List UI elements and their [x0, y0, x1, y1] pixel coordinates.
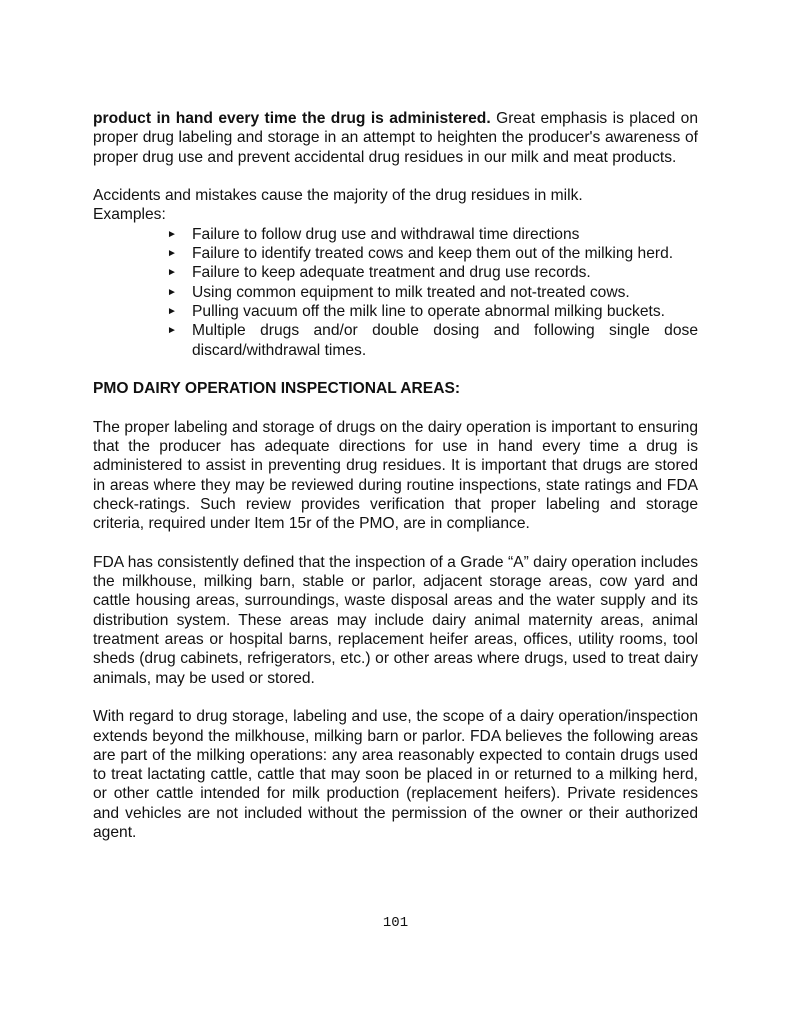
bullet-arrow-icon: ►	[167, 286, 177, 298]
body-paragraph-labeling: The proper labeling and storage of drugs on the dairy operation is important to ensuring that the producer has adequate directions for use in hand every time a drug is administered to assist in preventing drug residues. It is important that drugs are stored in areas where they may be reviewed during routine inspections, state ratings and FDA check-ratings. Such review provides verification that proper labeling and storage criteria, required under Item 15r of the PMO, are in compliance.	[93, 418, 698, 533]
intro-rest: Great emphasis is placed on proper drug labeling and storage in an attempt to heighten the producer's awareness of proper drug use and prevent accidental drug residues in our milk and meat products.	[93, 110, 698, 166]
accidents-line: Accidents and mistakes cause the majority of the drug residues in milk.	[93, 187, 583, 205]
bullet-arrow-icon: ►	[167, 248, 177, 260]
intro-bold-lead: product in hand every time the drug is administered.	[93, 110, 491, 127]
list-item: ► Failure to follow drug use and withdrawal time directions	[167, 225, 580, 243]
list-item: ► Failure to keep adequate treatment and drug use records.	[167, 264, 591, 282]
bullet-arrow-icon: ►	[167, 267, 177, 279]
page-number: 101	[382, 915, 409, 931]
examples-list	[93, 225, 698, 360]
list-item: ► Failure to identify treated cows and keep them out of the milking herd.	[167, 245, 674, 263]
body-paragraph-scope: With regard to drug storage, labeling and use, the scope of a dairy operation/inspection extends beyond the milkhouse, milking barn or parlor. FDA believes the following areas are part of the milking operations: any area reasonably expected to contain drugs used to treat lactating cattle, cattle that may soon be placed in or returned to a milking herd, or other cattle intended for milk production (replacement heifers). Private residences and vehicles are not included without the permission of the owner or their authorized agent.	[93, 708, 698, 841]
body-paragraph-inspection-definition: FDA has consistently defined that the inspection of a Grade “A” dairy operation includes the milkhouse, milking barn, stable or parlor, adjacent storage areas, cow yard and cattle housing areas, surroundings, waste disposal areas and the water supply and its distribution system. These areas may include dairy animal maternity areas, animal treatment areas or hospital barns, replacement heifer areas, offices, utility rooms, tool sheds (drug cabinets, refrigerators, etc.) or other areas where drugs, used to treat dairy animals, may be used or stored.	[93, 553, 698, 687]
bullet-arrow-icon: ►	[167, 305, 177, 317]
section-heading: PMO DAIRY OPERATION INSPECTIONAL AREAS:	[93, 380, 461, 398]
bullet-arrow-icon: ►	[167, 228, 177, 240]
document-page	[93, 109, 698, 842]
intro-paragraph	[93, 109, 698, 167]
list-item: ► Using common equipment to milk treated and not-treated cows.	[167, 283, 630, 301]
list-item: ► Multiple drugs and/or double dosing and following single dose discard/withdrawal times.	[167, 322, 698, 359]
examples-label: Examples:	[93, 206, 166, 224]
list-item: ► Pulling vacuum off the milk line to operate abnormal milking buckets.	[167, 302, 665, 320]
bullet-arrow-icon: ►	[167, 325, 177, 337]
